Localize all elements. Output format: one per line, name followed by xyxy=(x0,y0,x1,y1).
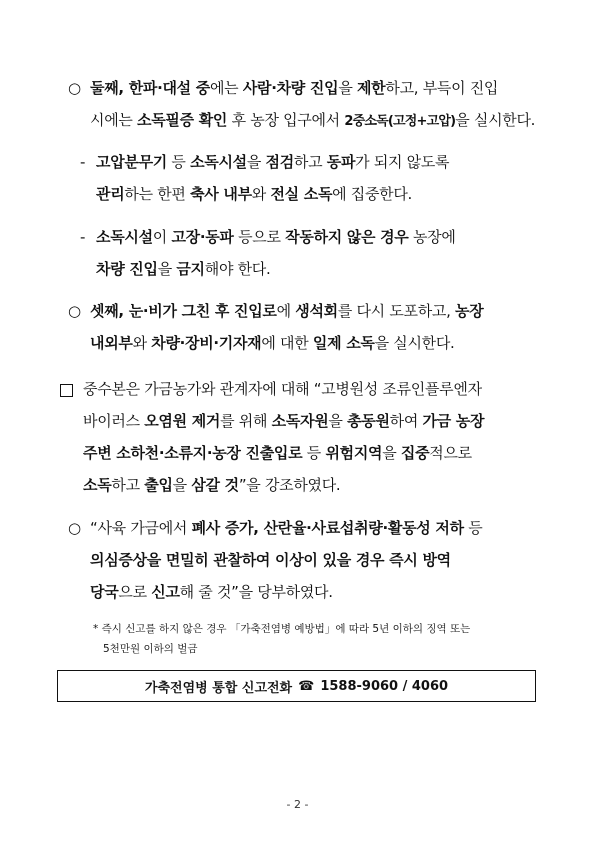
bullet-circle: ○ xyxy=(68,302,82,320)
dash-bullet: - xyxy=(80,228,86,246)
para4-line2: 의심증상을 면밀히 관찰하여 이상이 있을 경우 즉시 방역 xyxy=(90,551,451,569)
hotline-number: 1588-9060 / 4060 xyxy=(320,678,449,694)
section-line2: 바이러스 오염원 제거를 위해 소독자원을 총동원하여 가금 농장 xyxy=(83,412,485,430)
section-line1: 중수본은 가금농가와 관계자에 대해 “고병원성 조류인플루엔자 xyxy=(83,380,482,398)
section-line3: 주변 소하천·소류지·농장 진출입로 등 위험지역을 집중적으로 xyxy=(83,444,472,462)
dash-bullet: - xyxy=(80,153,86,171)
footnote-line2: 5천만원 이하의 벌금 xyxy=(103,643,198,655)
para4-line1: “사육 가금에서 폐사 증가, 산란율·사료섭취량·활동성 저하 등 xyxy=(90,519,483,537)
hotline-label: 가축전염병 통합 신고전화 xyxy=(144,680,293,696)
sub1-line2: 관리하는 한편 축사 내부와 전실 소독에 집중한다. xyxy=(96,185,413,203)
para3-line1: 셋째, 눈·비가 그친 후 진입로에 생석회를 다시 도포하고, 농장 xyxy=(90,302,484,320)
bullet-circle: ○ xyxy=(68,79,82,97)
bullet-circle: ○ xyxy=(68,519,82,537)
para2-line2: 시에는 소독필증 확인 후 농장 입구에서 2중소독(고정+고압)을 실시한다. xyxy=(90,111,536,129)
para4-line3: 당국으로 신고해 줄 것”을 당부하였다. xyxy=(90,583,333,601)
hotline-box xyxy=(57,670,536,702)
para3-line2: 내외부와 차량·장비·기자재에 대한 일제 소독을 실시한다. xyxy=(90,334,455,352)
sub2-line2: 차량 진입을 금지해야 한다. xyxy=(96,260,271,278)
sub2-line1: 소독시설이 고장·동파 등으로 작동하지 않은 경우 농장에 xyxy=(96,228,456,246)
phone-icon: ☎ xyxy=(298,678,315,694)
sub1-line1: 고압분무기 등 소독시설을 점검하고 동파가 되지 않도록 xyxy=(96,153,450,171)
square-bullet-icon xyxy=(60,384,73,397)
footnote-line1: * 즉시 신고를 하지 않은 경우 「가축전염병 예방법」에 따라 5년 이하의 징역 또는 xyxy=(93,623,471,635)
page-number: - 2 - xyxy=(286,798,309,811)
section-line4: 소독하고 출입을 삼갈 것”을 강조하였다. xyxy=(83,476,341,494)
para2-line1: 둘째, 한파·대설 중에는 사람·차량 진입을 제한하고, 부득이 진입 xyxy=(90,79,499,97)
